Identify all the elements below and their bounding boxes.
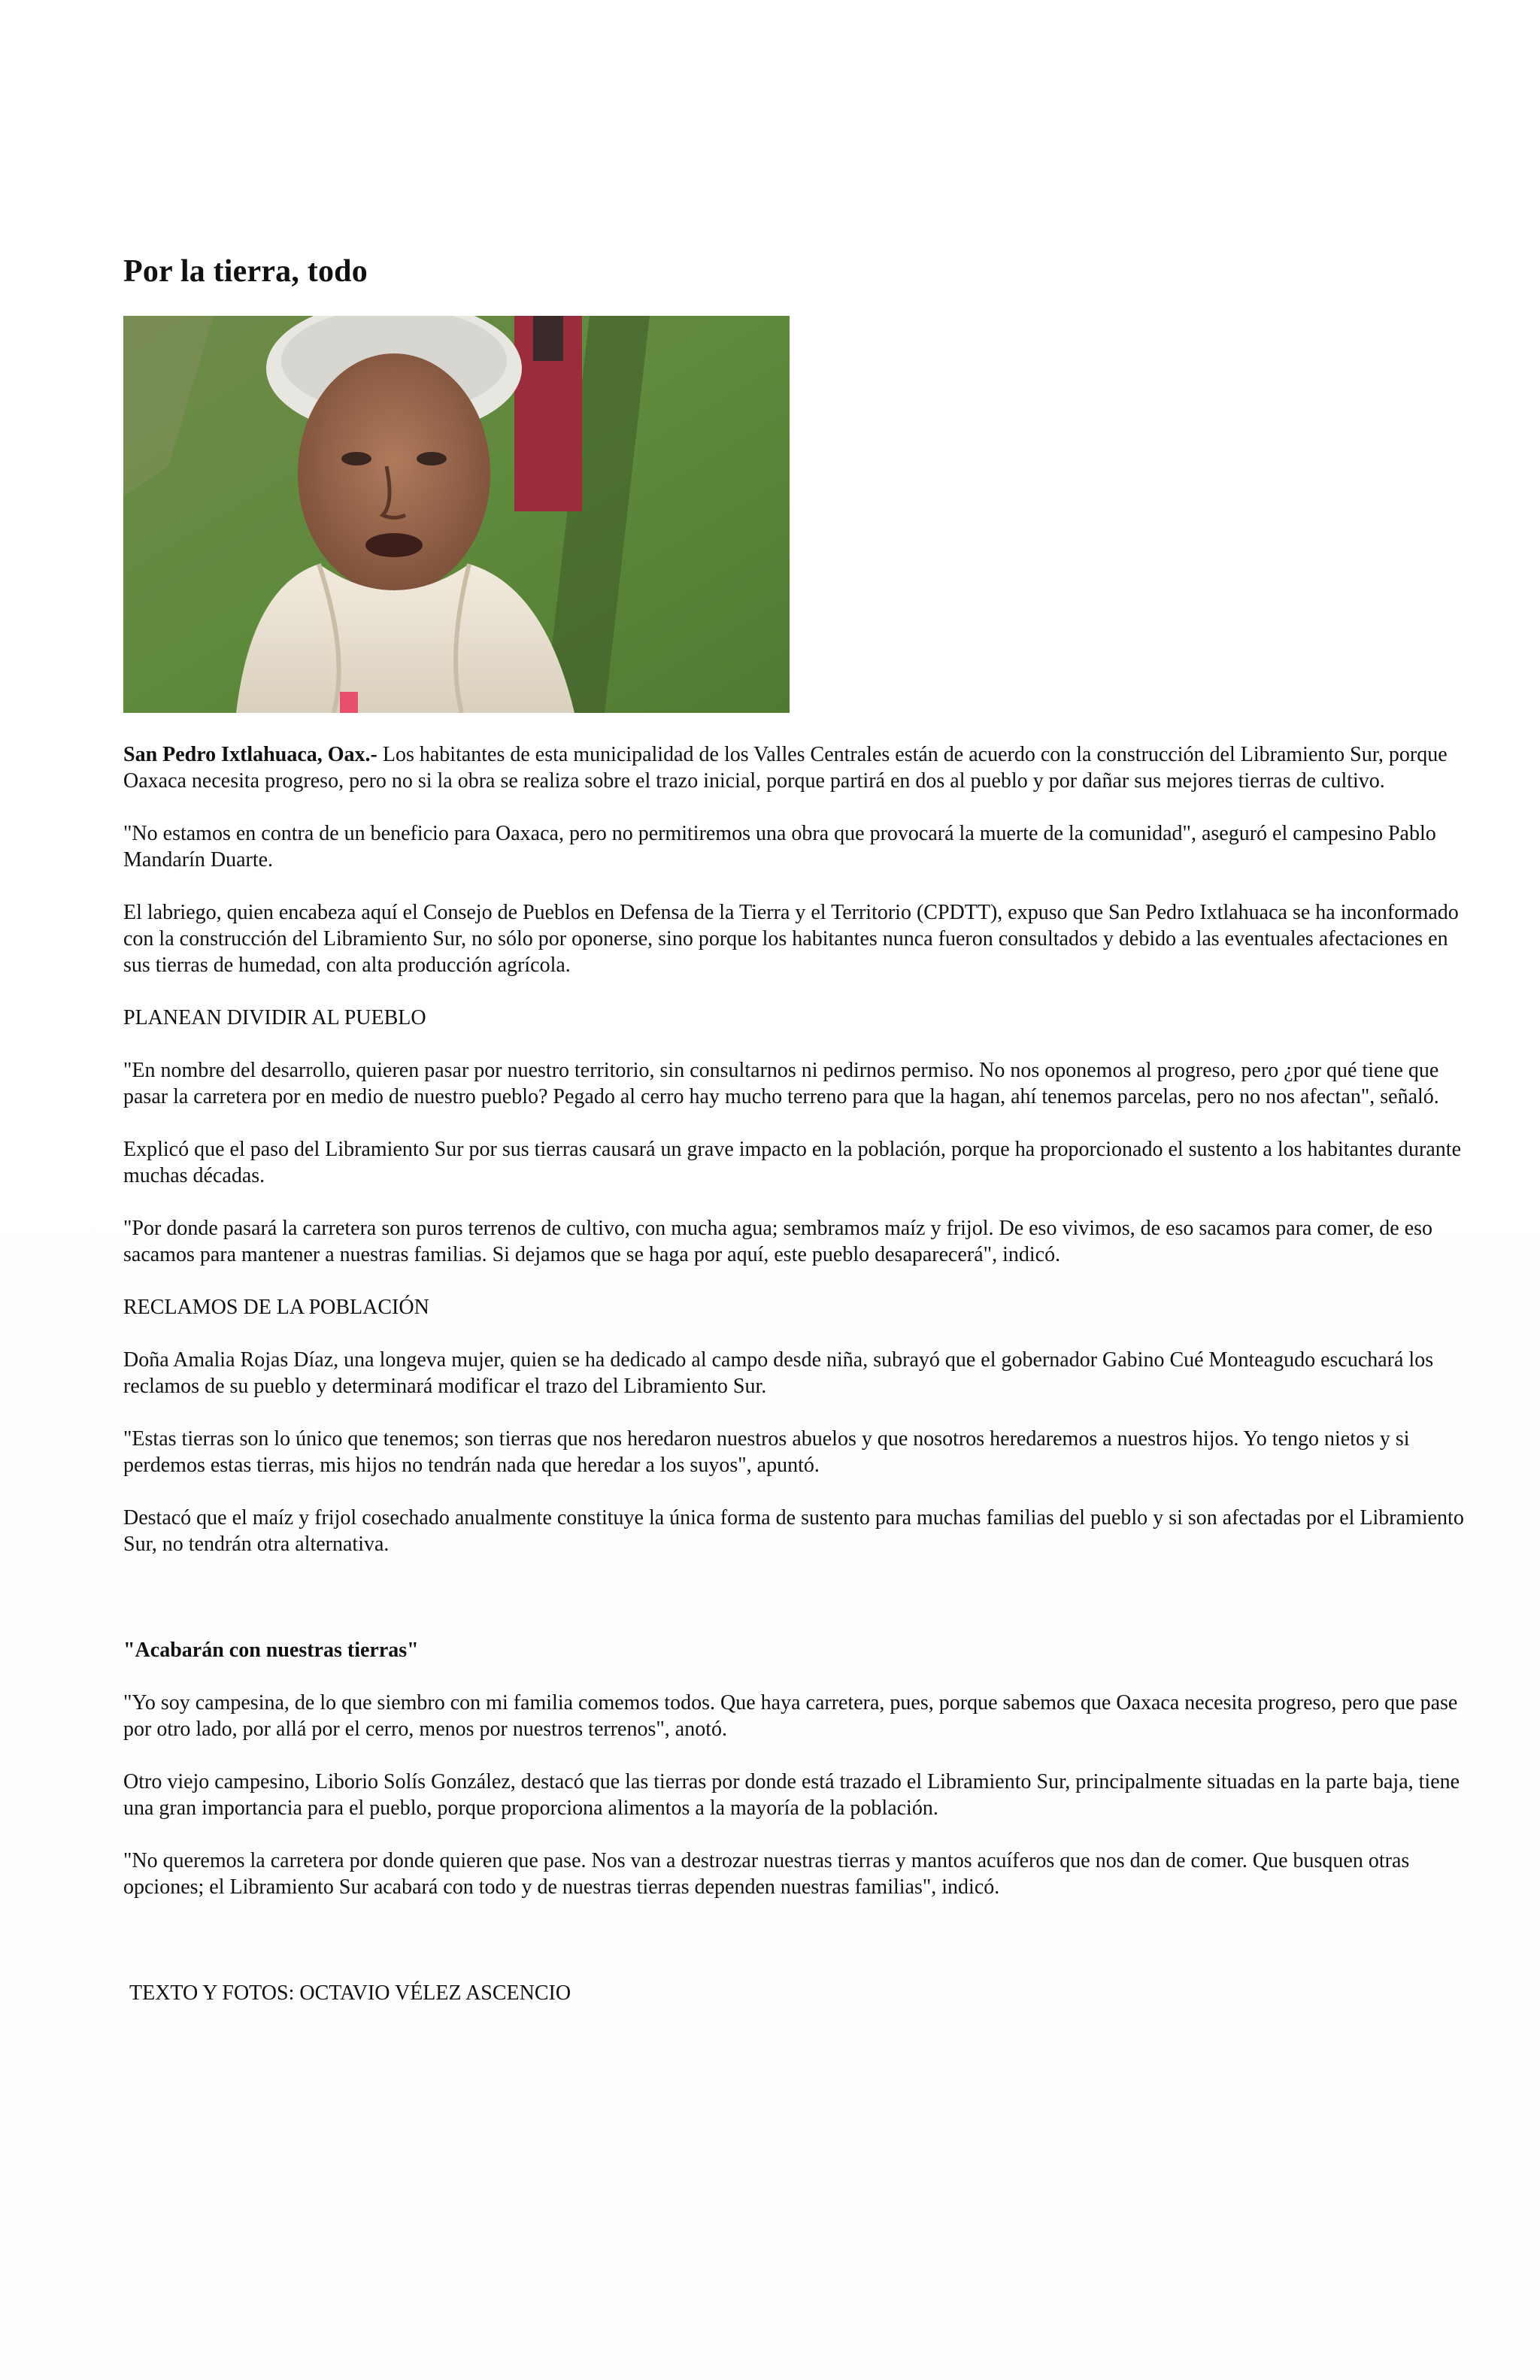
paragraph-12: "No queremos la carretera por donde quieren que pase. Nos van a destrozar nuestras tierras y mantos acuíferos que nos dan de comer. Que busquen otras opciones; el Libramiento Sur acabará con todo y de nuestras tierras dependen nuestras familias", indicó. [123,1849,1410,1899]
paragraph-4: "En nombre del desarrollo, quieren pasar por nuestro territorio, sin consultarnos ni pedirnos permiso. No nos oponemos al progreso, pero ¿por qué tiene que pasar la carretera por en medio de nuestro pueblo? Pegado al cerro hay mucho terreno para que la hagan, ahí tenemos parcelas, pero no nos afectan", señaló. [123,1059,1439,1109]
portrait-photo [123,316,790,713]
section-heading-1: PLANEAN DIVIDIR AL PUEBLO [123,1006,426,1030]
paragraph-2: "No estamos en contra de un beneficio para Oaxaca, pero no permitiremos una obra que provocará la muerte de la comunidad", aseguró el campesino Pablo Mandarín Duarte. [123,822,1436,872]
paragraph-3: El labriego, quien encabeza aquí el Consejo de Pueblos en Defensa de la Tierra y el Territorio (CPDTT), expuso que San Pedro Ixtlahuaca se ha inconformado con la construcción del Libramiento Sur, no sólo por oponerse, sino porque los habitantes nunca fueron consultados y debido a las eventuales afectaciones en sus tierras de humedad, con alta producción agrícola. [123,901,1459,978]
lead-paragraph [123,741,1469,794]
article-title: Por la tierra, todo [123,254,368,289]
paragraph-11: Otro viejo campesino, Liborio Solís González, destacó que las tierras por donde está trazado el Libramiento Sur, principalmente situadas en la parte baja, tiene una gran importancia para el pueblo, porque proporciona alimentos a la mayoría de la población. [123,1770,1460,1821]
byline-credit: TEXTO Y FOTOS: OCTAVIO VÉLEZ ASCENCIO [129,1981,571,2006]
lead-text: Los habitantes de esta municipalidad de los Valles Centrales están de acuerdo con la construcción del Libramiento Sur, porque Oaxaca necesita progreso, pero no si la obra se realiza sobre el trazo inicial, porque partirá en dos al pueblo y por dañar sus mejores tierras de cultivo. [123,743,1448,793]
paragraph-8: "Estas tierras son lo único que tenemos; son tierras que nos heredaron nuestros abuelos y que nosotros heredaremos a nuestros hijos. Yo tengo nietos y si perdemos estas tierras, mis hijos no tendrán nada que heredar a los suyos", apuntó. [123,1427,1410,1478]
paragraph-9: Destacó que el maíz y frijol cosechado anualmente constituye la única forma de sustento para muchas familias del pueblo y si son afectadas por el Libramiento Sur, no tendrán otra alternativa. [123,1506,1464,1557]
dateline: San Pedro Ixtlahuaca, Oax.- [123,743,377,767]
paragraph-10: "Yo soy campesina, de lo que siembro con mi familia comemos todos. Que haya carretera, pues, porque sabemos que Oaxaca necesita progreso, pero que pase por otro lado, por allá por el cerro, menos por nuestros terrenos", anotó. [123,1691,1458,1742]
paragraph-5: Explicó que el paso del Libramiento Sur por sus tierras causará un grave impacto en la población, porque ha proporcionado el sustento a los habitantes durante muchas décadas. [123,1138,1462,1188]
paragraph-7: Doña Amalia Rojas Díaz, una longeva mujer, quien se ha dedicado al campo desde niña, subrayó que el gobernador Gabino Cué Monteagudo escuchará los reclamos de su pueblo y determinará modificar el trazo del Libramiento Sur. [123,1348,1434,1399]
portrait-photo-illustration [123,316,790,713]
article [123,253,1469,2006]
paragraph-6: "Por donde pasará la carretera son puros terrenos de cultivo, con mucha agua; sembramos maíz y frijol. De eso vivimos, de eso sacamos para comer, de eso sacamos para mantener a nuestras familias. Si dejamos que se haga por aquí, este pueblo desaparecerá", indicó. [123,1217,1433,1267]
section-heading-2: RECLAMOS DE LA POBLACIÓN [123,1296,429,1320]
subheading: "Acabarán con nuestras tierras" [123,1639,419,1663]
